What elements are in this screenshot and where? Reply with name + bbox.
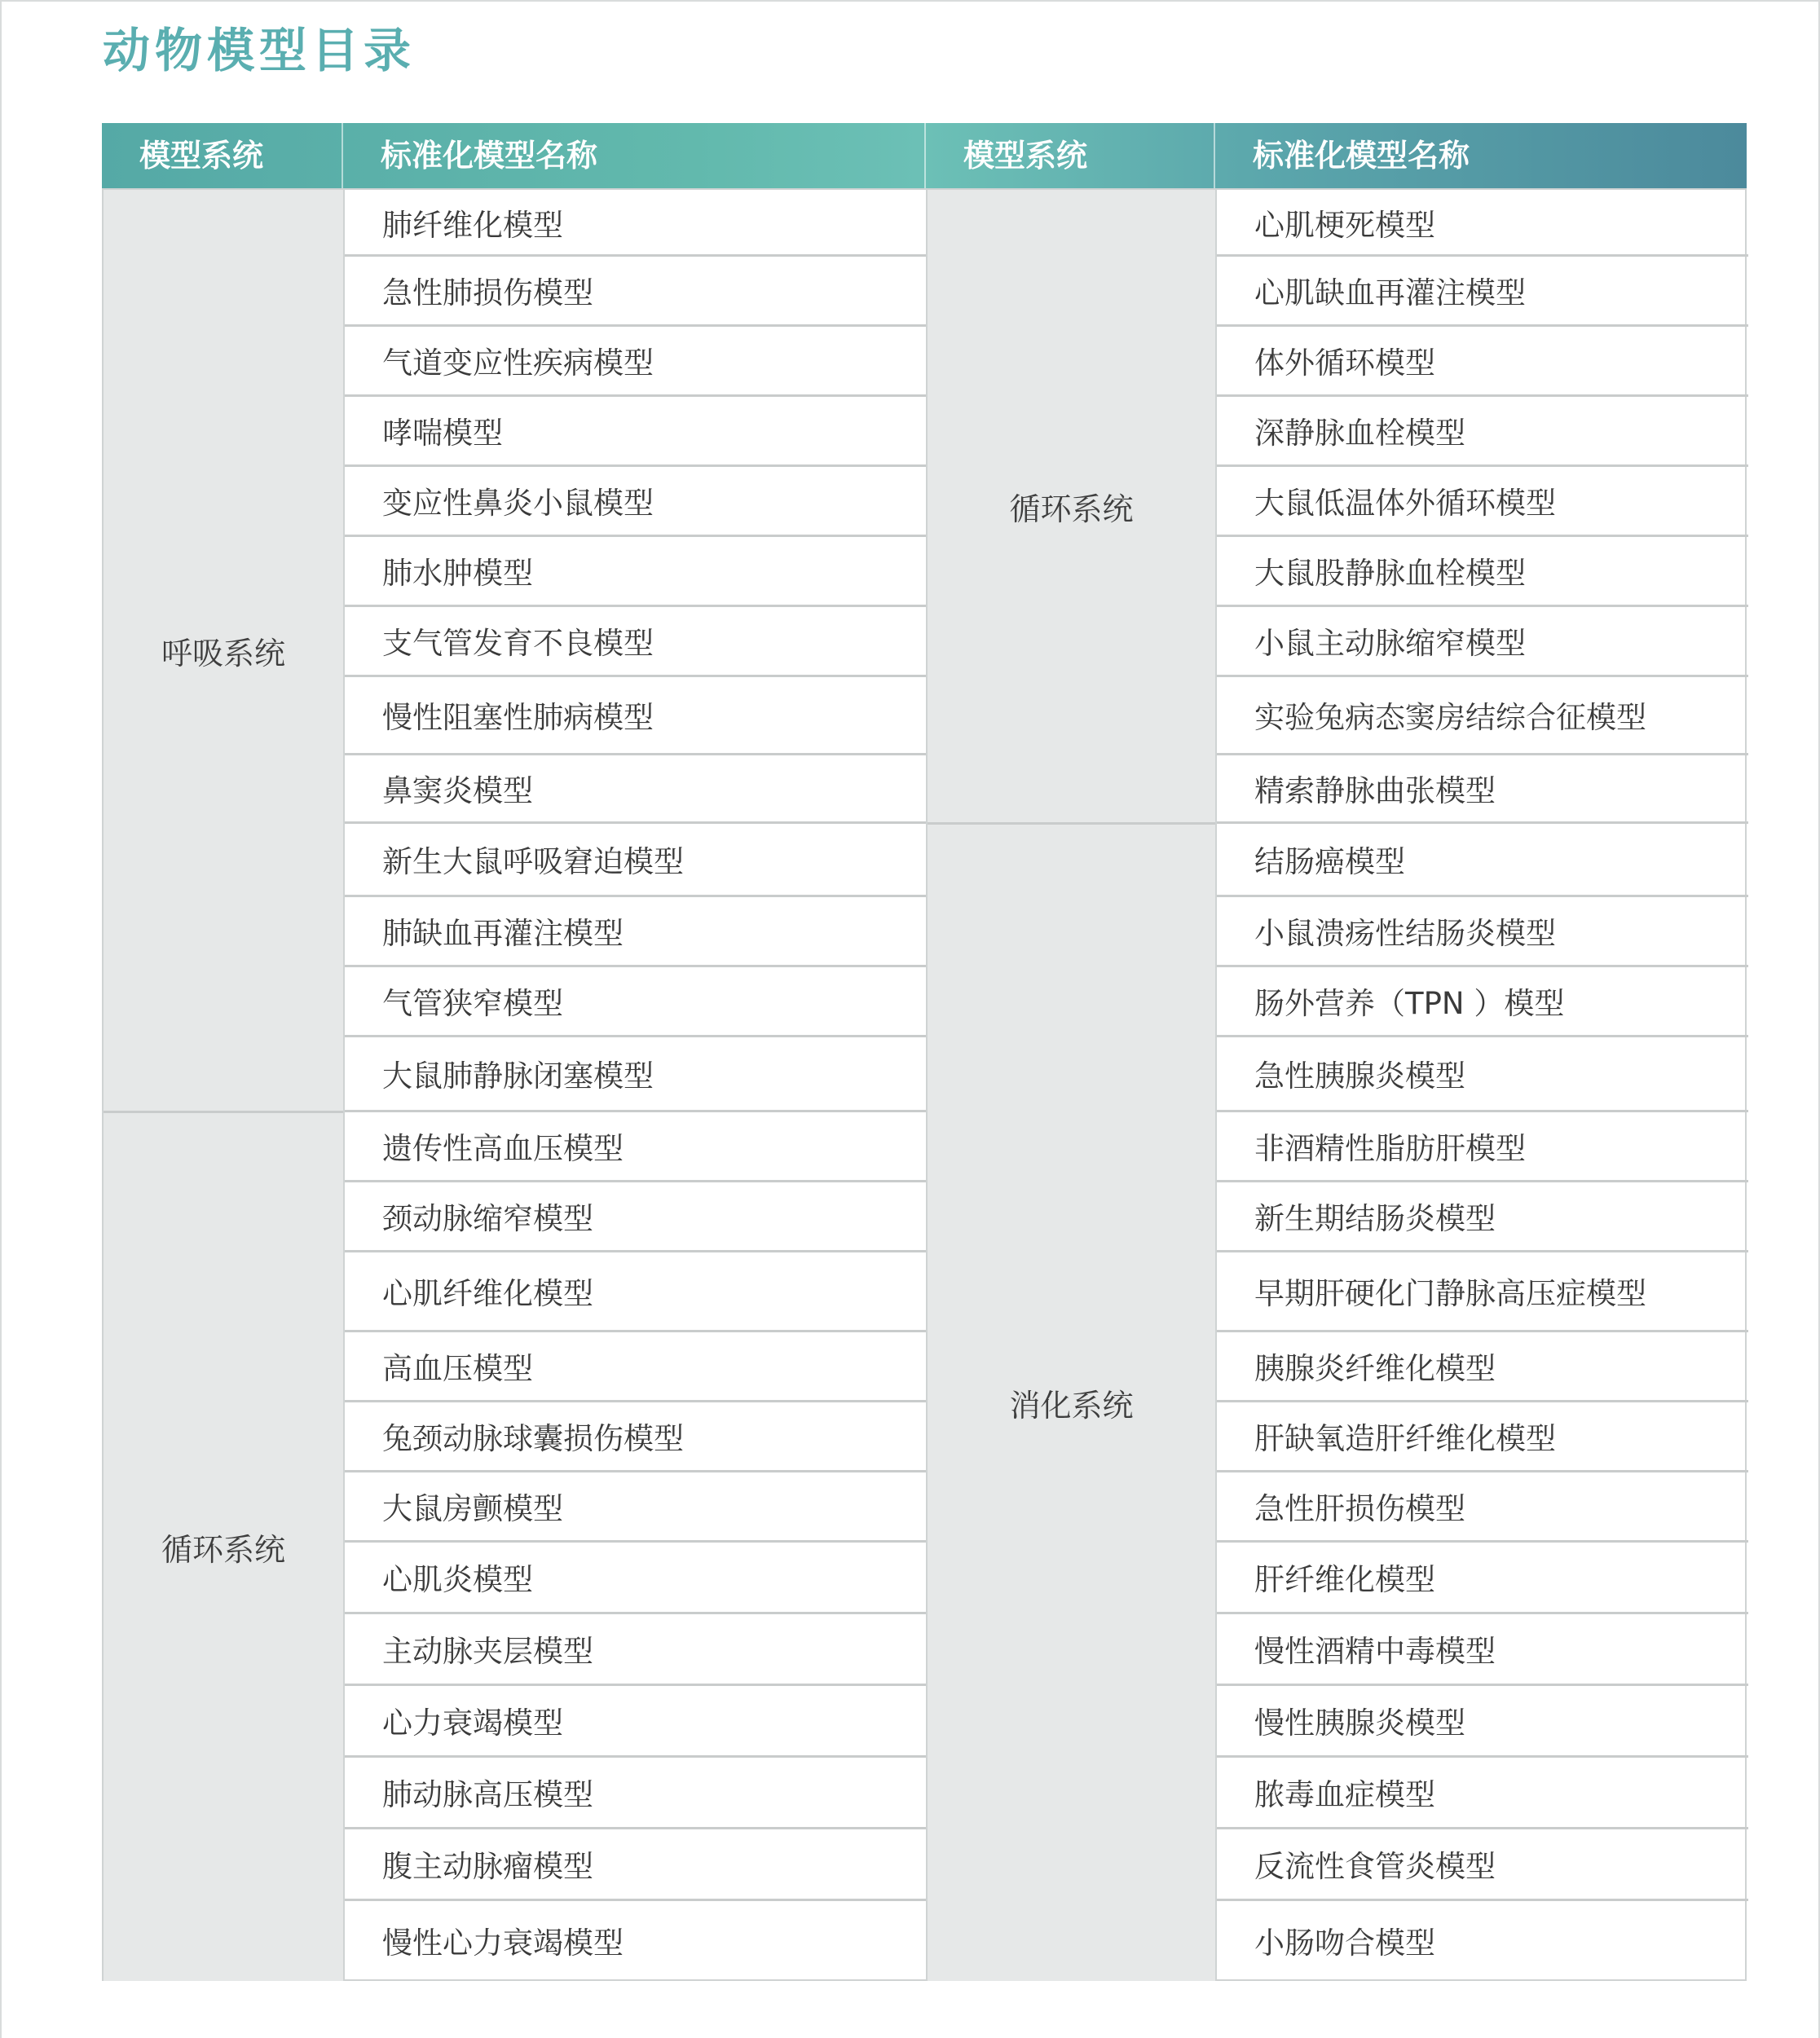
model-name-cell: 小肠吻合模型 (1254, 1926, 1435, 1961)
model-name-cell: 心肌缺血再灌注模型 (1254, 275, 1526, 310)
model-name-cell: 胰腺炎纤维化模型 (1254, 1351, 1496, 1386)
system-cell: 循环系统 (104, 1113, 343, 1981)
model-name-cell: 气道变应性疾病模型 (382, 346, 654, 381)
model-name-cell: 体外循环模型 (1254, 346, 1435, 381)
header-right-name: 标准化模型名称 (1253, 138, 1470, 174)
header-left-system: 模型系统 (139, 138, 264, 174)
model-name-cell: 颈动脉缩窄模型 (382, 1201, 593, 1236)
model-name-cell: 肺动脉高压模型 (382, 1777, 593, 1812)
model-name-cell: 大鼠低温体外循环模型 (1254, 486, 1556, 521)
column-divider (926, 190, 928, 1979)
model-name-cell: 大鼠股静脉血栓模型 (1254, 556, 1526, 591)
model-name-cell: 主动脉夹层模型 (382, 1634, 593, 1669)
model-name-cell: 肺水肿模型 (382, 556, 533, 591)
model-name-cell: 高血压模型 (382, 1351, 533, 1386)
model-name-cell: 哮喘模型 (382, 416, 503, 451)
model-name-cell: 慢性酒精中毒模型 (1254, 1634, 1496, 1669)
model-name-cell: 精索静脉曲张模型 (1254, 773, 1496, 808)
model-name-cell: 深静脉血栓模型 (1254, 416, 1465, 451)
system-cell: 循环系统 (928, 190, 1215, 822)
model-name-cell: 肠外营养（TPN ）模型 (1254, 986, 1565, 1021)
model-name-cell: 急性胰腺炎模型 (1254, 1059, 1465, 1094)
model-name-cell: 变应性鼻炎小鼠模型 (382, 486, 654, 521)
model-name-cell: 结肠癌模型 (1254, 844, 1405, 879)
model-name-cell: 气管狭窄模型 (382, 986, 563, 1021)
model-name-cell: 脓毒血症模型 (1254, 1777, 1435, 1812)
model-name-cell: 急性肺损伤模型 (382, 275, 593, 310)
system-cell: 消化系统 (928, 825, 1215, 1981)
table-body (102, 188, 1747, 1981)
model-name-cell: 早期肝硬化门静脉高压症模型 (1254, 1276, 1646, 1311)
model-name-cell: 小鼠主动脉缩窄模型 (1254, 626, 1526, 661)
model-name-cell: 心力衰竭模型 (382, 1706, 563, 1741)
model-name-cell: 腹主动脉瘤模型 (382, 1849, 593, 1884)
model-name-cell: 支气管发育不良模型 (382, 626, 654, 661)
model-name-cell: 急性肝损伤模型 (1254, 1491, 1465, 1526)
model-name-cell: 鼻窦炎模型 (382, 773, 533, 808)
group-divider (928, 822, 1215, 825)
model-name-cell: 肺缺血再灌注模型 (382, 916, 624, 951)
model-name-cell: 心肌纤维化模型 (382, 1276, 593, 1311)
model-name-cell: 肝缺氧造肝纤维化模型 (1254, 1421, 1556, 1456)
model-name-cell: 兔颈动脉球囊损伤模型 (382, 1421, 684, 1456)
model-name-cell: 肺纤维化模型 (382, 208, 563, 243)
table-header (102, 123, 1747, 188)
model-name-cell: 大鼠肺静脉闭塞模型 (382, 1059, 654, 1094)
model-name-cell: 新生期结肠炎模型 (1254, 1201, 1496, 1236)
model-name-cell: 反流性食管炎模型 (1254, 1849, 1496, 1884)
model-name-cell: 心肌炎模型 (382, 1562, 533, 1597)
model-name-cell: 新生大鼠呼吸窘迫模型 (382, 844, 684, 879)
model-name-cell: 慢性阻塞性肺病模型 (382, 700, 654, 735)
system-cell: 呼吸系统 (104, 190, 343, 1111)
model-name-cell: 非酒精性脂肪肝模型 (1254, 1131, 1526, 1166)
page-title: 动物模型目录 (103, 23, 416, 78)
model-name-cell: 心肌梗死模型 (1254, 208, 1435, 243)
model-name-cell: 慢性心力衰竭模型 (382, 1926, 624, 1961)
header-left-name: 标准化模型名称 (381, 138, 598, 174)
group-divider (104, 1111, 343, 1113)
model-name-cell: 实验兔病态窦房结综合征模型 (1254, 700, 1646, 735)
model-name-cell: 慢性胰腺炎模型 (1254, 1706, 1465, 1741)
model-name-cell: 肝纤维化模型 (1254, 1562, 1435, 1597)
header-right-system: 模型系统 (963, 138, 1088, 174)
model-name-cell: 小鼠溃疡性结肠炎模型 (1254, 916, 1556, 951)
model-name-cell: 遗传性高血压模型 (382, 1131, 624, 1166)
model-catalog-table (102, 123, 1747, 1981)
model-name-cell: 大鼠房颤模型 (382, 1491, 563, 1526)
